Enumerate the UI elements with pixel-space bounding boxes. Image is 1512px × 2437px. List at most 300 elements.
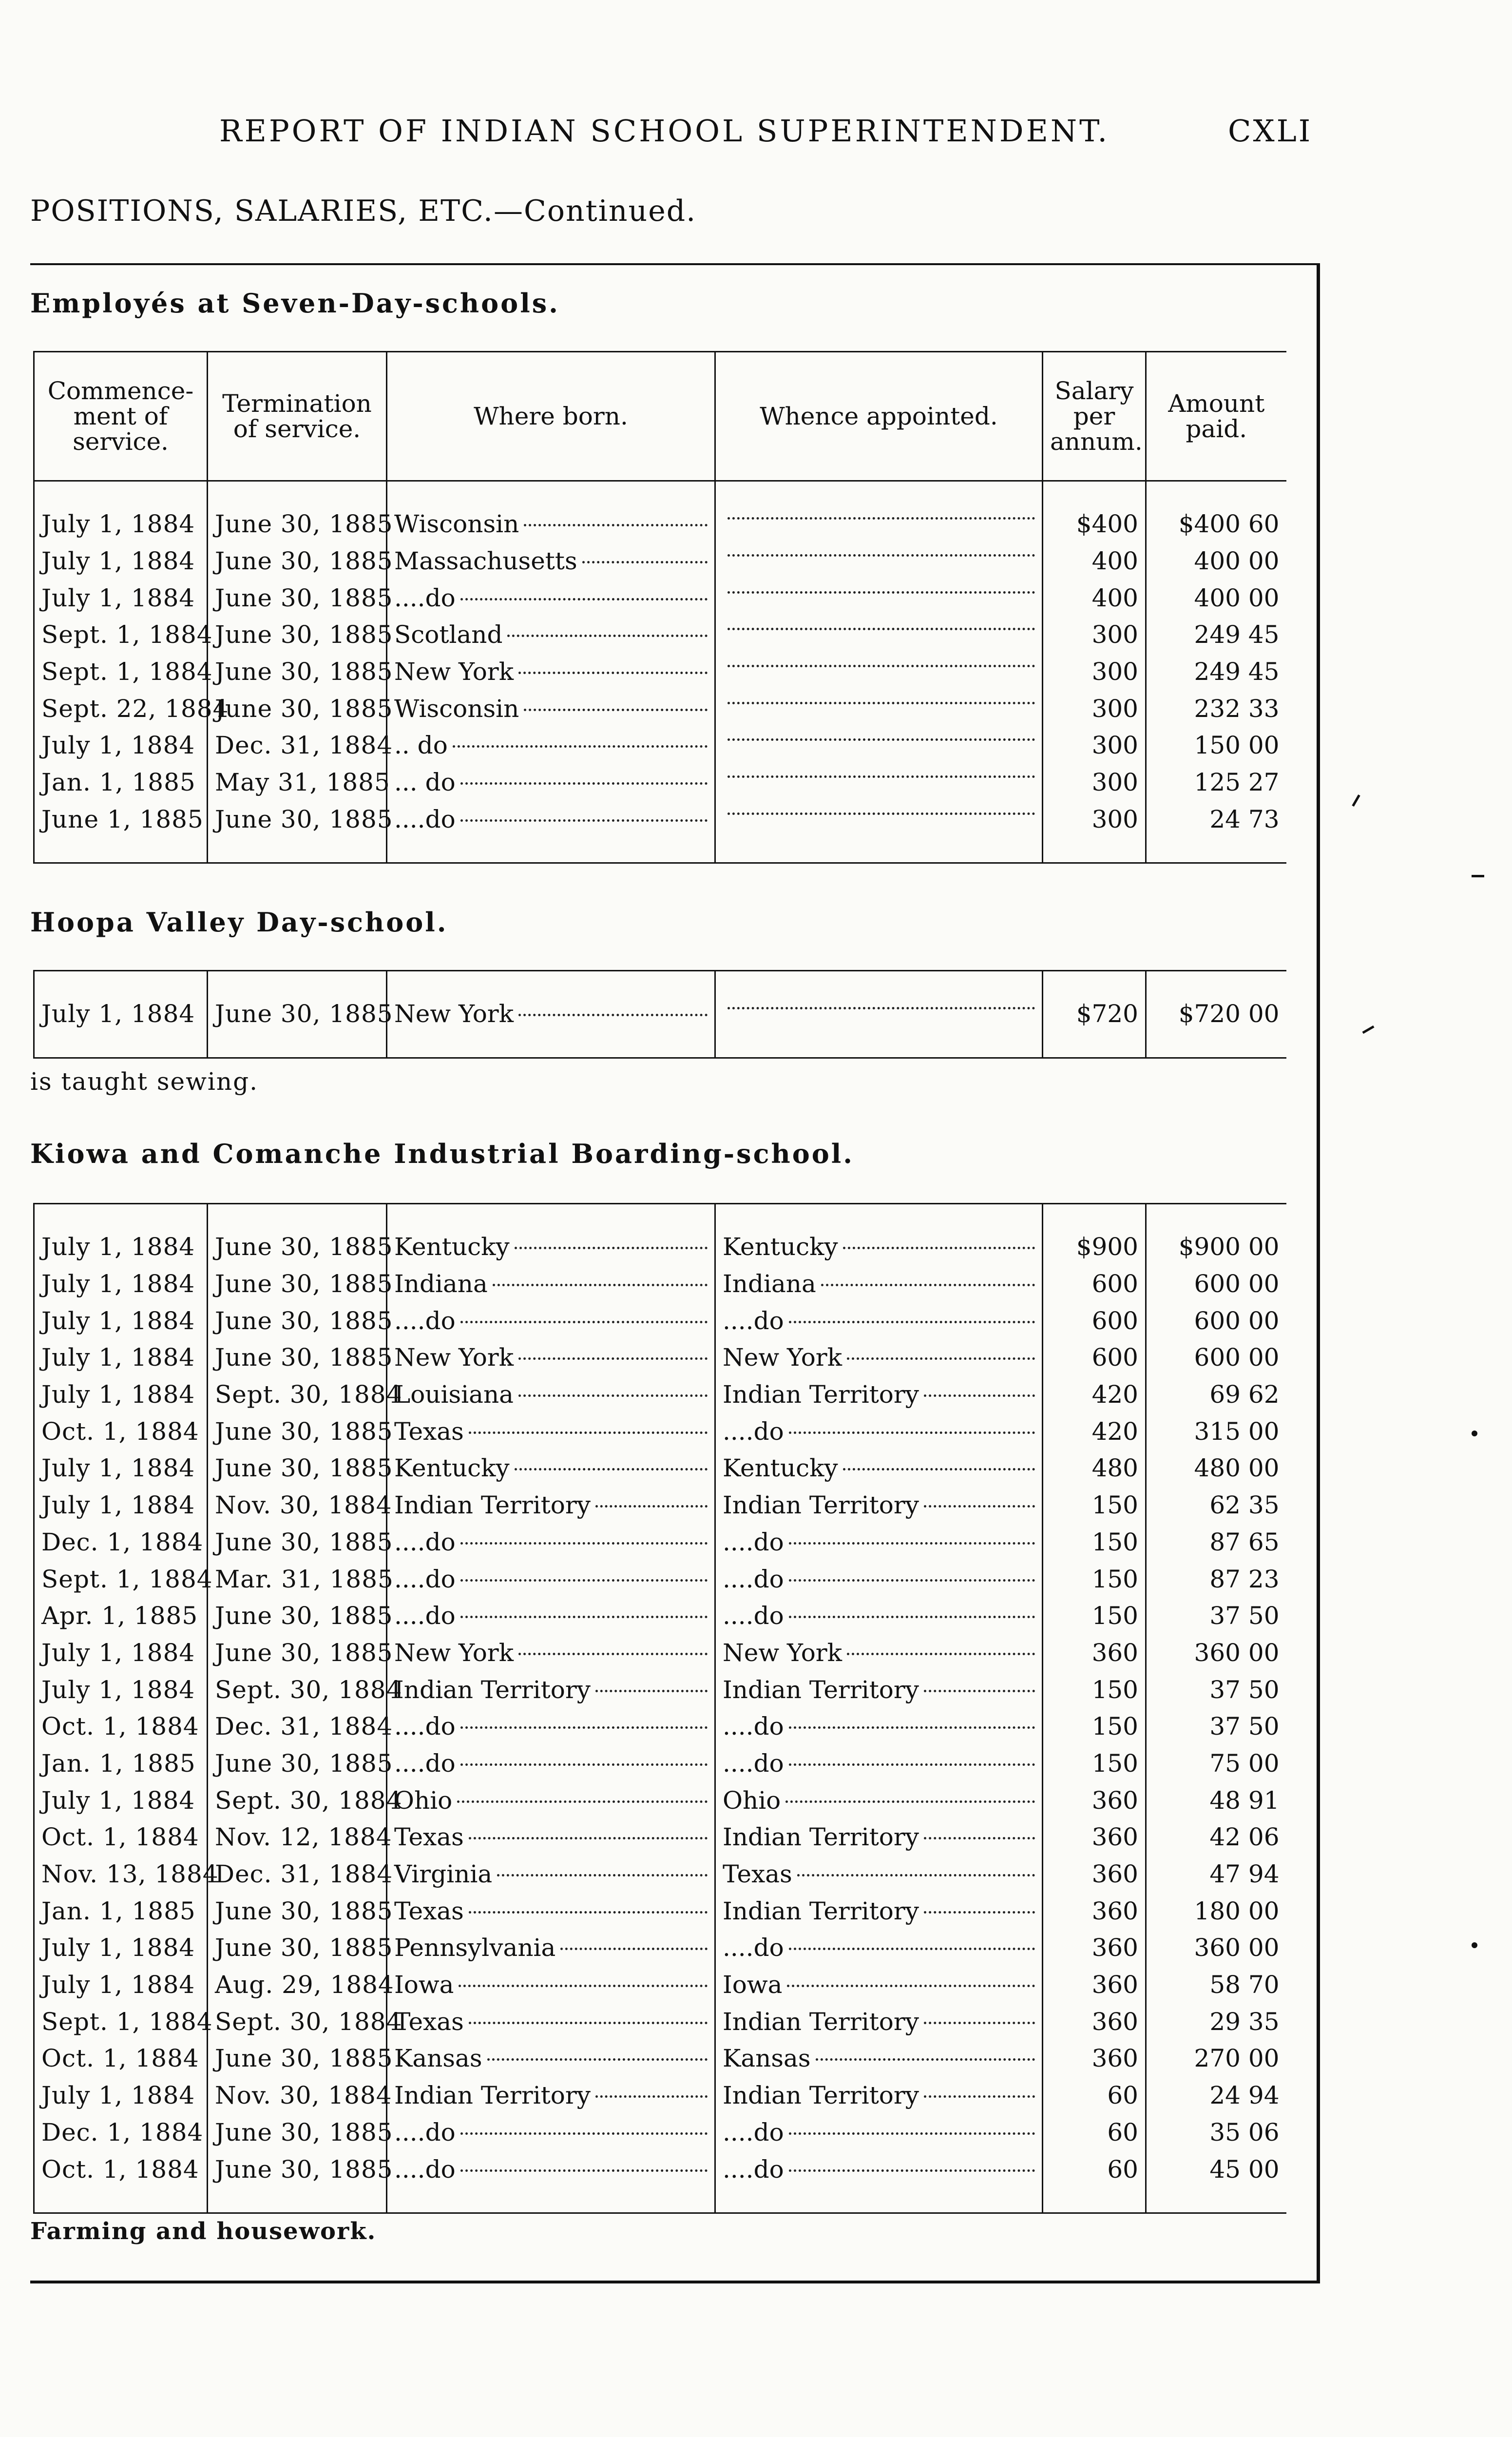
whence-appointed-cell-text: Indian Territory [723,1491,919,1520]
commencement-cell: July 1, 1884 [34,1450,208,1487]
table-header-row [34,352,1286,481]
amount-paid-cell: 180 00 [1146,1893,1286,1930]
commencement-cell: July 1, 1884 [34,2077,208,2114]
margin-mark [1472,1431,1477,1436]
whence-appointed-cell-text: Ohio [723,1786,781,1815]
table-row [34,764,1286,801]
table-row [34,2040,1286,2077]
amount-paid-cell: 37 50 [1146,1708,1286,1745]
commencement-cell: Nov. 13, 1884 [34,1856,208,1893]
where-born-cell-text: Kansas [394,2044,482,2073]
where-born-cell [387,617,715,654]
header-amount-paid: Amount paid. [1146,352,1286,481]
table-row [34,2077,1286,2114]
table-row [34,1561,1286,1598]
salary-cell: 150 [1043,1487,1146,1524]
termination-cell: June 30, 1885 [208,1339,387,1376]
where-born-cell [387,1856,715,1893]
termination-cell: June 30, 1885 [208,1524,387,1561]
where-born-cell-text: Indian Territory [394,1675,591,1704]
salary-cell: 60 [1043,2151,1146,2188]
table-row [34,1413,1286,1450]
commencement-cell: Sept. 22, 1884 [34,690,208,727]
table-row [34,1266,1286,1303]
section-title-seven-day: Employés at Seven-Day-schools. [30,288,560,319]
whence-appointed-cell [715,2151,1043,2188]
where-born-cell-text: Wisconsin [394,510,519,539]
salary-cell: 300 [1043,654,1146,691]
where-born-cell-text: Texas [394,2007,464,2036]
salary-cell: 150 [1043,1561,1146,1598]
salary-cell: 150 [1043,1524,1146,1561]
page-number: CXLI [1228,113,1313,149]
table-row [34,617,1286,654]
where-born-cell-text: Iowa [394,1971,454,1999]
amount-paid-cell: 315 00 [1146,1413,1286,1450]
commencement-cell: Sept. 1, 1884 [34,654,208,691]
hoopa-rows [34,971,1286,1058]
where-born-cell-text: New York [394,658,514,686]
kiowa-table [33,1203,1286,2214]
amount-paid-cell: 24 73 [1146,801,1286,838]
termination-cell: June 30, 1885 [208,1266,387,1303]
salary-cell: 150 [1043,1745,1146,1782]
table-row [34,543,1286,580]
amount-paid-cell: 69 62 [1146,1376,1286,1413]
where-born-cell-text: ....do [394,1565,456,1593]
amount-paid-cell: 62 35 [1146,1487,1286,1524]
termination-cell: June 30, 1885 [208,1598,387,1635]
termination-cell: June 30, 1885 [208,2040,387,2077]
whence-appointed-cell [715,1819,1043,1856]
where-born-cell [387,1893,715,1930]
where-born-cell [387,1708,715,1745]
whence-appointed-cell-text: ....do [723,1934,784,1962]
termination-cell: June 30, 1885 [208,654,387,691]
amount-paid-cell: 400 00 [1146,543,1286,580]
termination-cell: Nov. 30, 1884 [208,1487,387,1524]
amount-paid-cell: 270 00 [1146,2040,1286,2077]
section-title-hoopa: Hoopa Valley Day-school. [30,907,448,938]
commencement-cell: Jan. 1, 1885 [34,764,208,801]
whence-appointed-cell [715,801,1043,838]
amount-paid-cell: 400 00 [1146,580,1286,617]
whence-appointed-cell [715,2077,1043,2114]
whence-appointed-cell-text: Indian Territory [723,1380,919,1409]
whence-appointed-cell-text: Kansas [723,2044,811,2073]
seven-day-rows [34,481,1286,863]
termination-cell: June 30, 1885 [208,801,387,838]
where-born-cell [387,543,715,580]
where-born-cell [387,996,715,1033]
where-born-cell-text: Kentucky [394,1454,510,1483]
whence-appointed-cell-text: Iowa [723,1971,783,1999]
table-row [34,1598,1286,1635]
amount-paid-cell: 37 50 [1146,1598,1286,1635]
where-born-cell-text: Indiana [394,1270,488,1298]
salary-cell: 360 [1043,1782,1146,1819]
table-row [34,1229,1286,1266]
where-born-cell [387,801,715,838]
salary-cell: 150 [1043,1671,1146,1708]
where-born-cell-text: ....do [394,1306,456,1335]
table-row [34,1635,1286,1672]
running-title: REPORT OF INDIAN SCHOOL SUPERINTENDENT. [219,113,1110,149]
termination-cell: June 30, 1885 [208,506,387,543]
commencement-cell: Oct. 1, 1884 [34,1819,208,1856]
table-row [34,1967,1286,2004]
where-born-cell [387,2040,715,2077]
whence-appointed-cell [715,727,1043,764]
table-row [34,1930,1286,1967]
whence-appointed-cell-text: Indian Territory [723,1823,919,1852]
table-row [34,727,1286,764]
header-whence-appointed: Whence appointed. [715,352,1043,481]
termination-cell: Sept. 30, 1884 [208,1376,387,1413]
commencement-cell: July 1, 1884 [34,1671,208,1708]
whence-appointed-cell-text: ....do [723,1417,784,1446]
commencement-cell: July 1, 1884 [34,506,208,543]
termination-cell: June 30, 1885 [208,690,387,727]
amount-paid-cell: 360 00 [1146,1635,1286,1672]
whence-appointed-cell-text: ....do [723,1565,784,1593]
salary-cell: $720 [1043,996,1146,1033]
termination-cell: June 30, 1885 [208,1930,387,1967]
salary-cell: 420 [1043,1376,1146,1413]
amount-paid-cell: 48 91 [1146,1782,1286,1819]
table-row [34,1708,1286,1745]
where-born-cell-text: Indian Territory [394,2081,591,2110]
amount-paid-cell: 42 06 [1146,1819,1286,1856]
where-born-cell [387,1302,715,1339]
where-born-cell [387,764,715,801]
whence-appointed-cell [715,1708,1043,1745]
commencement-cell: Apr. 1, 1885 [34,1598,208,1635]
salary-cell: 150 [1043,1708,1146,1745]
termination-cell: Nov. 30, 1884 [208,2077,387,2114]
kiowa-rows [34,1204,1286,2213]
amount-paid-cell: 480 00 [1146,1450,1286,1487]
table-row [34,1819,1286,1856]
where-born-cell-text: New York [394,1343,514,1372]
where-born-cell-text: ....do [394,2118,456,2147]
salary-cell: 60 [1043,2114,1146,2151]
whence-appointed-cell [715,506,1043,543]
where-born-cell-text: New York [394,1000,514,1028]
commencement-cell: Sept. 1, 1884 [34,2003,208,2040]
hoopa-table [33,970,1286,1059]
table-row [34,1339,1286,1376]
salary-cell: $900 [1043,1229,1146,1266]
amount-paid-cell: 600 00 [1146,1339,1286,1376]
whence-appointed-cell-text: Kentucky [723,1233,838,1261]
whence-appointed-cell [715,1635,1043,1672]
table-row [34,654,1286,691]
termination-cell: June 30, 1885 [208,580,387,617]
whence-appointed-cell [715,1598,1043,1635]
margin-mark [1352,794,1360,807]
table-row [34,996,1286,1033]
whence-appointed-cell [715,580,1043,617]
amount-paid-cell: 249 45 [1146,617,1286,654]
whence-appointed-cell [715,1930,1043,1967]
commencement-cell: July 1, 1884 [34,727,208,764]
amount-paid-cell: 47 94 [1146,1856,1286,1893]
salary-cell: 300 [1043,617,1146,654]
salary-cell: $400 [1043,506,1146,543]
margin-mark [1472,1942,1477,1948]
salary-cell: 360 [1043,1893,1146,1930]
whence-appointed-cell-text: ....do [723,1602,784,1630]
whence-appointed-cell-text: ....do [723,1306,784,1335]
salary-cell: 60 [1043,2077,1146,2114]
whence-appointed-cell-text: ....do [723,2118,784,2147]
amount-paid-cell: 600 00 [1146,1302,1286,1339]
commencement-cell: July 1, 1884 [34,1376,208,1413]
where-born-cell [387,690,715,727]
commencement-cell: July 1, 1884 [34,996,208,1033]
whence-appointed-cell [715,1413,1043,1450]
commencement-cell: July 1, 1884 [34,1266,208,1303]
termination-cell: June 30, 1885 [208,1450,387,1487]
commencement-cell: July 1, 1884 [34,1635,208,1672]
commencement-cell: June 1, 1885 [34,801,208,838]
table-row [34,1302,1286,1339]
amount-paid-cell: 360 00 [1146,1930,1286,1967]
commencement-cell: Jan. 1, 1885 [34,1745,208,1782]
salary-cell: 400 [1043,580,1146,617]
whence-appointed-cell [715,1487,1043,1524]
where-born-cell [387,1819,715,1856]
section-title-kiowa: Kiowa and Comanche Industrial Boarding-school. [30,1138,855,1169]
commencement-cell: July 1, 1884 [34,543,208,580]
commencement-cell: July 1, 1884 [34,1229,208,1266]
amount-paid-cell: 150 00 [1146,727,1286,764]
commencement-cell: Sept. 1, 1884 [34,1561,208,1598]
table-row [34,1856,1286,1893]
where-born-cell [387,2077,715,2114]
where-born-cell-text: Texas [394,1896,464,1925]
termination-cell: May 31, 1885 [208,764,387,801]
whence-appointed-cell [715,996,1043,1033]
header-termination: Termination of service. [208,352,387,481]
whence-appointed-cell-text: New York [723,1638,842,1667]
termination-cell: June 30, 1885 [208,1893,387,1930]
where-born-cell-text: Massachusetts [394,547,577,576]
salary-cell: 600 [1043,1266,1146,1303]
where-born-cell-text: Wisconsin [394,694,519,723]
table-row [34,506,1286,543]
table-row [34,1745,1286,1782]
commencement-cell: Dec. 1, 1884 [34,1524,208,1561]
termination-cell: Dec. 31, 1884 [208,727,387,764]
salary-cell: 600 [1043,1339,1146,1376]
where-born-cell [387,1782,715,1819]
where-born-cell [387,2151,715,2188]
whence-appointed-cell [715,2114,1043,2151]
salary-cell: 420 [1043,1413,1146,1450]
page-subtitle: POSITIONS, SALARIES, ETC.—Continued. [30,194,697,228]
whence-appointed-cell [715,1671,1043,1708]
where-born-cell [387,2114,715,2151]
margin-mark [1472,875,1484,877]
table-row [34,801,1286,838]
seven-day-table [33,351,1286,864]
commencement-cell: July 1, 1884 [34,1339,208,1376]
table-row [34,580,1286,617]
whence-appointed-cell [715,1302,1043,1339]
table-row [34,2151,1286,2188]
salary-cell: 360 [1043,2003,1146,2040]
whence-appointed-cell [715,543,1043,580]
whence-appointed-cell [715,1745,1043,1782]
whence-appointed-cell [715,617,1043,654]
commencement-cell: Dec. 1, 1884 [34,2114,208,2151]
amount-paid-cell: 125 27 [1146,764,1286,801]
where-born-cell [387,1229,715,1266]
commencement-cell: July 1, 1884 [34,1302,208,1339]
commencement-cell: July 1, 1884 [34,1782,208,1819]
whence-appointed-cell-text: ....do [723,1712,784,1741]
amount-paid-cell: $720 00 [1146,996,1286,1033]
whence-appointed-cell-text: Indian Territory [723,1675,919,1704]
where-born-cell-text: ....do [394,1528,456,1556]
termination-cell: June 30, 1885 [208,1302,387,1339]
whence-appointed-cell [715,1782,1043,1819]
amount-paid-cell: $400 60 [1146,506,1286,543]
where-born-cell-text: Texas [394,1823,464,1852]
whence-appointed-cell-text: ....do [723,1749,784,1778]
commencement-cell: Oct. 1, 1884 [34,1708,208,1745]
whence-appointed-cell [715,1561,1043,1598]
whence-appointed-cell-text: Texas [723,1860,792,1889]
commencement-cell: July 1, 1884 [34,1967,208,2004]
whence-appointed-cell [715,1893,1043,1930]
where-born-cell [387,654,715,691]
table-row [34,2114,1286,2151]
table-row [34,1524,1286,1561]
whence-appointed-cell-text: Indiana [723,1270,816,1298]
where-born-cell-text: Pennsylvania [394,1934,556,1962]
amount-paid-cell: 37 50 [1146,1671,1286,1708]
where-born-cell-text: ....do [394,583,456,612]
commencement-cell: Oct. 1, 1884 [34,2040,208,2077]
table-row [34,2003,1286,2040]
where-born-cell [387,1266,715,1303]
whence-appointed-cell-text: Indian Territory [723,1896,919,1925]
where-born-cell [387,1450,715,1487]
salary-cell: 300 [1043,764,1146,801]
where-born-cell [387,506,715,543]
whence-appointed-cell [715,764,1043,801]
termination-cell: June 30, 1885 [208,2114,387,2151]
whence-appointed-cell [715,2040,1043,2077]
salary-cell: 300 [1043,801,1146,838]
where-born-cell-text: Scotland [394,620,503,649]
where-born-cell-text: Texas [394,1417,464,1446]
table-row [34,690,1286,727]
where-born-cell-text: Indian Territory [394,1491,591,1520]
where-born-cell-text: ....do [394,2155,456,2184]
termination-cell: Mar. 31, 1885 [208,1561,387,1598]
whence-appointed-cell [715,1266,1043,1303]
termination-cell: June 30, 1885 [208,996,387,1033]
commencement-cell: July 1, 1884 [34,580,208,617]
whence-appointed-cell [715,1967,1043,2004]
termination-cell: Dec. 31, 1884 [208,1856,387,1893]
amount-paid-cell: 249 45 [1146,654,1286,691]
where-born-cell-text: ....do [394,805,456,833]
commencement-cell: July 1, 1884 [34,1930,208,1967]
whence-appointed-cell [715,2003,1043,2040]
where-born-cell-text: ....do [394,1712,456,1741]
amount-paid-cell: 600 00 [1146,1266,1286,1303]
commencement-cell: Jan. 1, 1885 [34,1893,208,1930]
header-salary: Salary per annum. [1043,352,1146,481]
whence-appointed-cell-text: Indian Territory [723,2081,919,2110]
where-born-cell-text: Louisiana [394,1380,514,1409]
where-born-cell [387,1671,715,1708]
whence-appointed-cell-text: Kentucky [723,1454,838,1483]
amount-paid-cell: 29 35 [1146,2003,1286,2040]
where-born-cell-text: ....do [394,1602,456,1630]
where-born-cell [387,1967,715,2004]
amount-paid-cell: 35 06 [1146,2114,1286,2151]
where-born-cell [387,1339,715,1376]
where-born-cell-text: Ohio [394,1786,453,1815]
termination-cell: June 30, 1885 [208,617,387,654]
commencement-cell: Oct. 1, 1884 [34,1413,208,1450]
where-born-cell [387,727,715,764]
where-born-cell [387,580,715,617]
whence-appointed-cell [715,1450,1043,1487]
amount-paid-cell: 45 00 [1146,2151,1286,2188]
whence-appointed-cell-text: Indian Territory [723,2007,919,2036]
whence-appointed-cell [715,690,1043,727]
termination-cell: June 30, 1885 [208,543,387,580]
table-row [34,1782,1286,1819]
where-born-cell-text: New York [394,1638,514,1667]
termination-cell: June 30, 1885 [208,1413,387,1450]
where-born-cell [387,1487,715,1524]
salary-cell: 360 [1043,2040,1146,2077]
margin-mark [1362,1025,1374,1034]
whence-appointed-cell [715,1856,1043,1893]
where-born-cell [387,1930,715,1967]
termination-cell: Sept. 30, 1884 [208,2003,387,2040]
termination-cell: Aug. 29, 1884 [208,1967,387,2004]
salary-cell: 360 [1043,1930,1146,1967]
salary-cell: 400 [1043,543,1146,580]
amount-paid-cell: 232 33 [1146,690,1286,727]
where-born-cell-text: Kentucky [394,1233,510,1261]
where-born-cell [387,1745,715,1782]
header-where-born: Where born. [387,352,715,481]
where-born-cell [387,1413,715,1450]
whence-appointed-cell [715,1229,1043,1266]
where-born-cell [387,1598,715,1635]
termination-cell: Dec. 31, 1884 [208,1708,387,1745]
where-born-cell [387,2003,715,2040]
whence-appointed-cell [715,1524,1043,1561]
header-commencement: Commence-ment of service. [34,352,208,481]
where-born-cell [387,1376,715,1413]
where-born-cell [387,1561,715,1598]
where-born-cell-text: .. do [394,731,448,760]
whence-appointed-cell [715,1376,1043,1413]
table-row [34,1671,1286,1708]
whence-appointed-cell [715,1339,1043,1376]
